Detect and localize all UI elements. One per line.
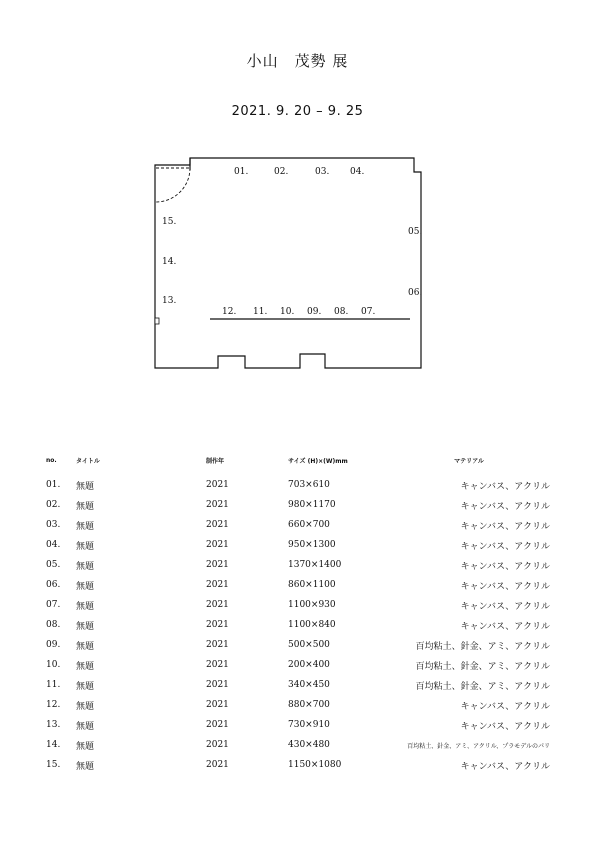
cell-no: 08.	[46, 620, 61, 630]
wall-label-13: 13.	[162, 296, 177, 306]
cell-size: 1100×840	[288, 620, 336, 630]
cell-no: 15.	[46, 760, 61, 770]
cell-year: 2021	[206, 660, 229, 670]
floor-plan	[0, 0, 595, 400]
table-row	[46, 515, 556, 535]
cell-size: 730×910	[288, 720, 330, 730]
cell-size: 200×400	[288, 660, 330, 670]
works-table-body	[46, 475, 556, 775]
cell-title: 無題	[76, 521, 95, 532]
table-row	[46, 595, 556, 615]
cell-size: 500×500	[288, 640, 330, 650]
wall-label-08: 08.	[334, 307, 349, 317]
wall-label-10: 10.	[280, 307, 295, 317]
table-row	[46, 535, 556, 555]
cell-material: キャンバス、アクリル	[460, 541, 550, 552]
cell-material: キャンバス、アクリル	[460, 581, 550, 592]
cell-material: キャンバス、アクリル	[460, 721, 550, 732]
header-year: 制作年	[206, 457, 225, 465]
wall-label-06: 06.	[408, 288, 423, 298]
cell-title: 無題	[76, 721, 95, 732]
cell-title: 無題	[76, 581, 95, 592]
cell-title: 無題	[76, 481, 95, 492]
cell-material: 百均粘土、針金、アミ、アクリル、プラモデルのパリ	[407, 742, 550, 750]
wall-label-09: 09.	[307, 307, 322, 317]
cell-year: 2021	[206, 480, 229, 490]
cell-no: 12.	[46, 700, 61, 710]
cell-title: 無題	[76, 641, 95, 652]
floor-plan-walls	[155, 158, 421, 368]
header-size: サイズ (H)×(W)mm	[288, 457, 348, 465]
cell-material: キャンバス、アクリル	[460, 561, 550, 572]
cell-no: 04.	[46, 540, 61, 550]
cell-size: 1150×1080	[288, 760, 342, 770]
wall-label-03: 03.	[315, 167, 330, 177]
cell-title: 無題	[76, 661, 95, 672]
exhibition-dates: 2021. 9. 20 – 9. 25	[231, 104, 364, 119]
cell-material: 百均粘土、針金、アミ、アクリル	[415, 661, 550, 672]
cell-no: 14.	[46, 740, 61, 750]
cell-year: 2021	[206, 740, 229, 750]
table-row	[46, 555, 556, 575]
exhibition-title: 小山 茂勢 展	[246, 52, 349, 70]
cell-title: 無題	[76, 761, 95, 772]
cell-title: 無題	[76, 741, 95, 752]
table-row	[46, 735, 556, 755]
cell-no: 03.	[46, 520, 61, 530]
cell-year: 2021	[206, 640, 229, 650]
cell-year: 2021	[206, 620, 229, 630]
cell-size: 703×610	[288, 480, 330, 490]
cell-material: 百均粘土、針金、アミ、アクリル	[415, 681, 550, 692]
wall-label-12: 12.	[222, 307, 237, 317]
cell-material: キャンバス、アクリル	[460, 501, 550, 512]
cell-year: 2021	[206, 580, 229, 590]
works-table	[46, 455, 556, 775]
left-wall-notch	[155, 318, 159, 324]
cell-no: 06.	[46, 580, 61, 590]
wall-label-02: 02.	[274, 167, 289, 177]
cell-material: 百均粘土、針金、アミ、アクリル	[415, 641, 550, 652]
cell-year: 2021	[206, 680, 229, 690]
cell-size: 1370×1400	[288, 560, 342, 570]
cell-material: キャンバス、アクリル	[460, 601, 550, 612]
cell-material: キャンバス、アクリル	[460, 621, 550, 632]
cell-title: 無題	[76, 561, 95, 572]
wall-label-15: 15.	[162, 217, 177, 227]
cell-year: 2021	[206, 760, 229, 770]
cell-no: 01.	[46, 480, 61, 490]
cell-year: 2021	[206, 540, 229, 550]
cell-no: 09.	[46, 640, 61, 650]
door-swing-arc	[156, 168, 190, 202]
table-row	[46, 575, 556, 595]
cell-title: 無題	[76, 601, 95, 612]
cell-size: 660×700	[288, 520, 330, 530]
wall-label-04: 04.	[350, 167, 365, 177]
header-no: no.	[46, 456, 57, 464]
cell-size: 980×1170	[288, 500, 336, 510]
table-row	[46, 655, 556, 675]
cell-no: 13.	[46, 720, 61, 730]
cell-material: キャンバス、アクリル	[460, 761, 550, 772]
cell-size: 880×700	[288, 700, 330, 710]
cell-no: 05.	[46, 560, 61, 570]
cell-title: 無題	[76, 681, 95, 692]
cell-title: 無題	[76, 501, 95, 512]
table-row	[46, 755, 556, 775]
cell-size: 430×480	[288, 740, 330, 750]
cell-year: 2021	[206, 520, 229, 530]
cell-title: 無題	[76, 621, 95, 632]
wall-label-05: 05.	[408, 227, 423, 237]
cell-size: 340×450	[288, 680, 330, 690]
cell-year: 2021	[206, 700, 229, 710]
cell-size: 1100×930	[288, 600, 336, 610]
cell-size: 950×1300	[288, 540, 336, 550]
cell-material: キャンバス、アクリル	[460, 481, 550, 492]
table-row	[46, 635, 556, 655]
cell-no: 11.	[46, 680, 61, 690]
table-row	[46, 615, 556, 635]
table-row	[46, 675, 556, 695]
table-row	[46, 715, 556, 735]
wall-label-01: 01.	[234, 167, 249, 177]
wall-label-07: 07.	[361, 307, 376, 317]
table-header-row	[46, 455, 556, 475]
cell-title: 無題	[76, 541, 95, 552]
cell-material: キャンバス、アクリル	[460, 521, 550, 532]
header-title: タイトル	[76, 457, 100, 465]
cell-no: 02.	[46, 500, 61, 510]
cell-size: 860×1100	[288, 580, 336, 590]
header-material: マテリアル	[454, 457, 484, 465]
wall-label-14: 14.	[162, 257, 177, 267]
table-row	[46, 495, 556, 515]
table-row	[46, 475, 556, 495]
cell-year: 2021	[206, 500, 229, 510]
table-row	[46, 695, 556, 715]
cell-year: 2021	[206, 720, 229, 730]
cell-year: 2021	[206, 600, 229, 610]
cell-no: 07.	[46, 600, 61, 610]
cell-year: 2021	[206, 560, 229, 570]
cell-title: 無題	[76, 701, 95, 712]
wall-label-11: 11.	[253, 307, 268, 317]
cell-material: キャンバス、アクリル	[460, 701, 550, 712]
cell-no: 10.	[46, 660, 61, 670]
